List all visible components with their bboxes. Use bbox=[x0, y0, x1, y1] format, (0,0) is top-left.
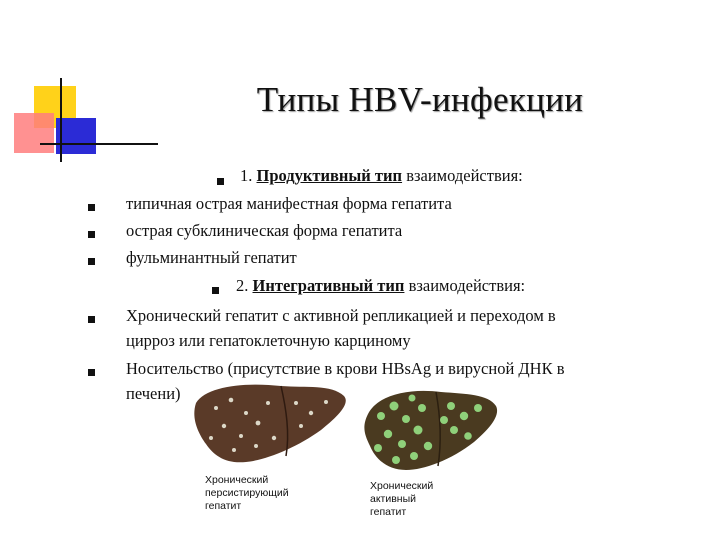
bullet-marker bbox=[88, 316, 95, 323]
bullet-marker bbox=[88, 369, 95, 376]
caption-active-hepatitis: Хронический активный гепатит bbox=[370, 480, 434, 518]
list-item: 2. Интегративный тип взаимодействия: bbox=[236, 276, 526, 295]
list-item-line-1: Носительство (присутствие в крови HBsAg и вирусной ДНК в bbox=[126, 359, 565, 378]
liver-persistent-image bbox=[186, 378, 356, 473]
list-item: 1. Продуктивный тип взаимодействия: bbox=[240, 166, 523, 185]
caption-persistent-hepatitis: Хронический персистирующий гепатит bbox=[205, 474, 289, 512]
decor-red-square bbox=[14, 113, 54, 153]
slide-title: Типы HBV-инфекции bbox=[256, 80, 584, 119]
list-item: фульминантный гепатит bbox=[126, 248, 297, 267]
list-item-line-1: Хронический гепатит с активной репликацией и переходом в bbox=[126, 306, 556, 325]
bullet-marker bbox=[217, 178, 224, 185]
liver-active-illustration bbox=[356, 384, 506, 476]
bullet-marker bbox=[88, 258, 95, 265]
bullet-marker bbox=[88, 231, 95, 238]
decor-blue-square bbox=[56, 118, 96, 154]
list-item: острая субклиническая форма гепатита bbox=[126, 221, 403, 240]
decor-vertical-line bbox=[60, 78, 62, 162]
bullet-marker bbox=[212, 287, 219, 294]
decor-horizontal-line bbox=[40, 143, 158, 145]
list-item-line-2: цирроз или гепатоклеточную карциному bbox=[126, 331, 411, 350]
bullet-marker bbox=[88, 204, 95, 211]
list-item-line-2: печени) bbox=[126, 384, 181, 403]
liver-persistent-illustration bbox=[186, 378, 356, 468]
list-item: типичная острая манифестная форма гепатита bbox=[126, 194, 452, 213]
liver-active-image bbox=[356, 384, 506, 481]
